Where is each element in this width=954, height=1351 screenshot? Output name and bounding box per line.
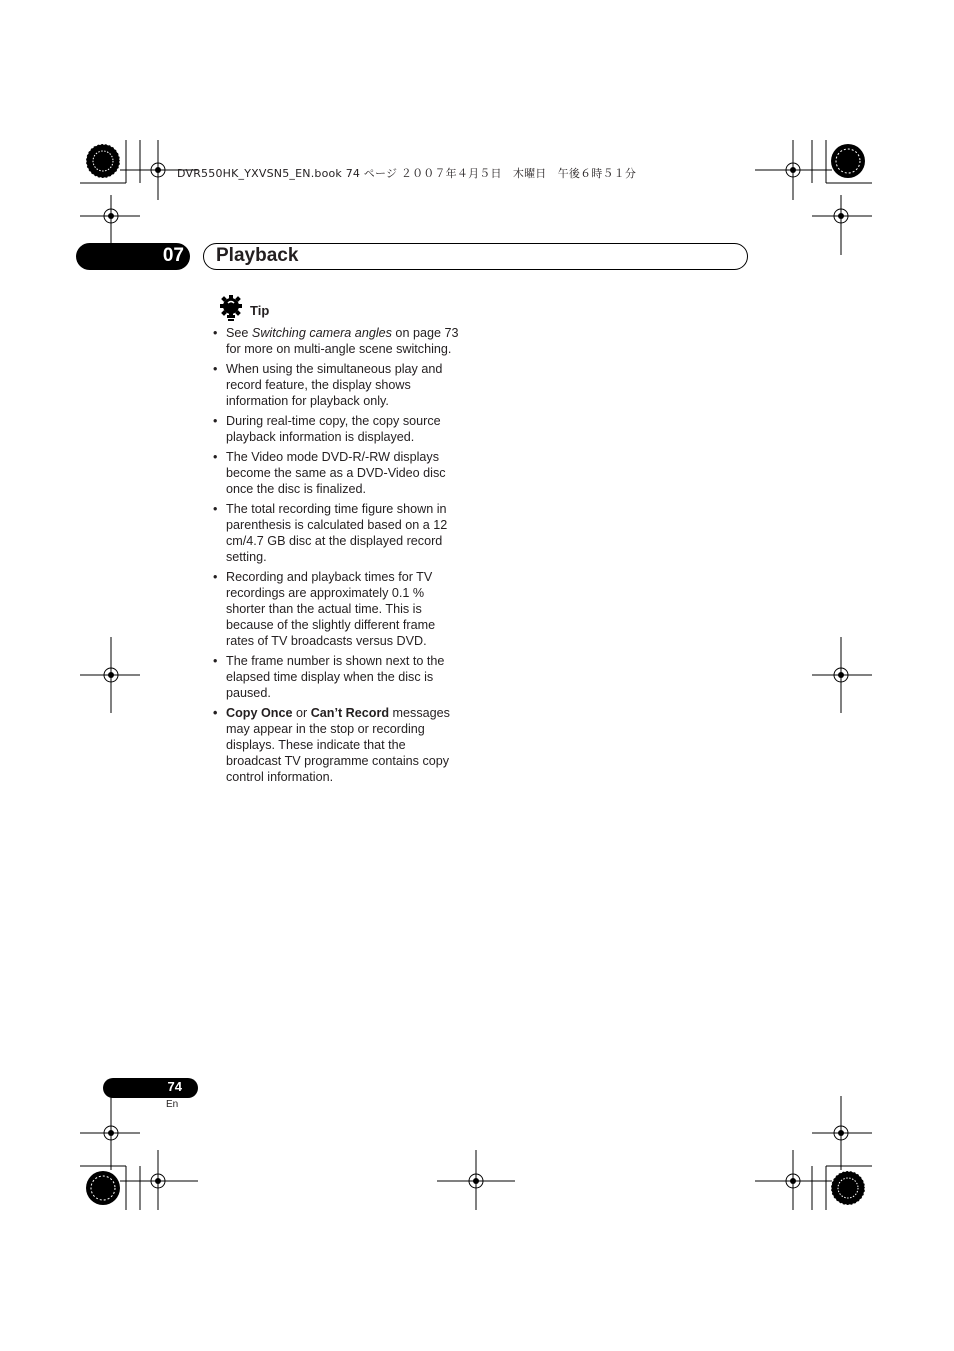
list-item: • Recording and playback times for TV recordings are approximately 0.1 % shorter than the actual time. This is because of the slightly different frame rates of TV broadcasts versus DVD. bbox=[212, 569, 464, 649]
list-item: • The frame number is shown next to the elapsed time display when the disc is paused. bbox=[212, 653, 464, 701]
chapter-title: Playback bbox=[216, 245, 299, 266]
list-item: • The total recording time figure shown in parenthesis is calculated based on a 12 cm/4.7 GB disc at the displayed record setting. bbox=[212, 501, 464, 565]
chapter-title-box bbox=[203, 243, 748, 270]
list-item: • Copy Once or Can’t Record messages may appear in the stop or recording displays. These indicate that the broadcast TV programme contains copy control information. bbox=[212, 705, 464, 785]
starburst-target-icon bbox=[86, 144, 120, 178]
copy-once-message: Copy Once bbox=[226, 706, 293, 720]
list-item: • During real-time copy, the copy source playback information is displayed. bbox=[212, 413, 464, 445]
lightbulb-icon bbox=[217, 294, 245, 322]
chapter-badge bbox=[76, 243, 190, 270]
list-item: • The Video mode DVD-R/-RW displays become the same as a DVD-Video disc once the disc is finalized. bbox=[212, 449, 464, 497]
cant-record-message: Can’t Record bbox=[310, 706, 390, 720]
list-item: • When using the simultaneous play and record feature, the display shows information for playback only. bbox=[212, 361, 464, 409]
page-language: En bbox=[166, 1099, 179, 1110]
tip-label: Tip bbox=[250, 303, 270, 318]
list-item: • See Switching camera angles on page 73 for more on multi-angle scene switching. bbox=[212, 325, 464, 357]
cross-reference: Switching camera angles bbox=[251, 326, 392, 340]
book-file-header: DVR550HK_YXVSN5_EN.book 74 ページ ２００７年４月５日 木曜日 午後６時５１分 bbox=[177, 167, 637, 180]
page-number: 74 bbox=[167, 1079, 182, 1094]
chapter-number: 07 bbox=[162, 245, 184, 266]
tip-list bbox=[212, 325, 464, 789]
page-number-badge bbox=[103, 1078, 198, 1098]
